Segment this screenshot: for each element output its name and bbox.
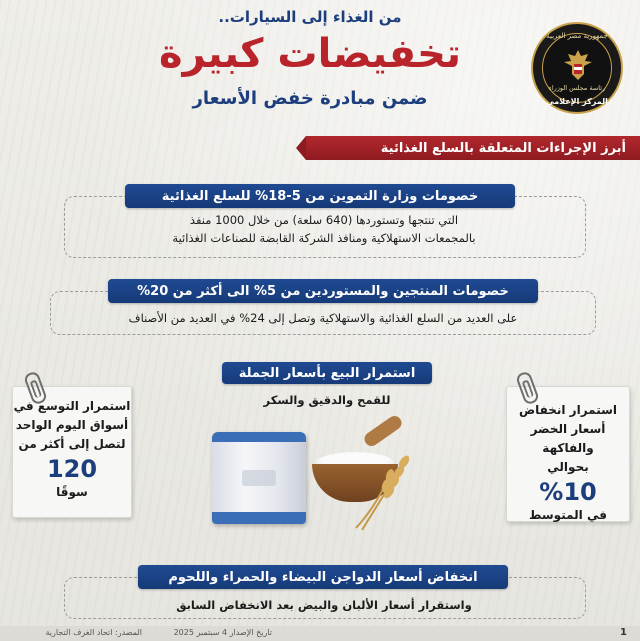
logo-ring-text: رئاسة مجلس الوزراء [548, 84, 606, 92]
item-1-heading: خصومات وزارة التموين من 5-18% للسلع الغذائية [125, 184, 515, 208]
flour-bag-image [212, 432, 306, 524]
produce-prices-card [506, 386, 630, 522]
market-unit: سوقًا [56, 485, 88, 499]
item-4-text-line-1: واستقرار أسعار الألبان والبيض بعد الانخفاض السابق [176, 598, 472, 612]
section-ribbon [306, 136, 640, 160]
item-1-text-line-1: التي تنتجها وتستوردها (640 سلعة) من خلال 1000 منفذ [189, 213, 459, 227]
section-ribbon-label: أبرز الإجراءات المتعلقة بالسلع الغذائية [380, 140, 626, 156]
footer-source: المصدر: اتحاد الغرف التجارية [45, 628, 142, 637]
produce-line-3: بحوالي [547, 460, 589, 474]
pre-title: من الغذاء إلى السيارات.. [218, 8, 402, 26]
page-subtitle: ضمن مبادرة خفض الأسعار [192, 88, 428, 109]
item-4-heading: انخفاض أسعار الدواجن البيضاء والحمراء واللحوم [138, 565, 508, 589]
market-expansion-card [12, 386, 132, 518]
item-1-text-line-2: بالمجمعات الاستهلاكية ومنافذ الشركة القابضة للصناعات الغذائية [172, 231, 476, 245]
produce-percent: %10 [539, 478, 597, 506]
item-3-text-line-1: للقمح والدقيق والسكر [263, 393, 391, 407]
produce-unit: في المتوسط [529, 508, 607, 522]
page-title: تخفيضات كبيرة [159, 31, 461, 77]
item-2-text-line-1: على العديد من السلع الغذائية والاستهلاكية وتصل إلى 24% في العديد من الأصناف [128, 311, 518, 325]
produce-line-2: أسعار الخضر والفاكهة [530, 422, 606, 455]
market-line-1: استمرار التوسع في [13, 399, 131, 413]
item-3-heading: استمرار البيع بأسعار الجملة [222, 362, 432, 384]
logo-bottom-text: المركز الإعلامي [546, 97, 608, 106]
footer-date: تاريخ الإصدار 4 سبتمبر 2025 [173, 628, 272, 637]
footer-page-number: 1 [620, 627, 627, 638]
item-2-heading: خصومات المنتجين والمستوردين من 5% الى أكثر من 20% [108, 279, 538, 303]
market-line-3: لتصل إلى أكثر من [18, 437, 126, 451]
market-count: 120 [46, 455, 98, 483]
wheat-icon [352, 448, 422, 532]
logo-top-text: جمهورية مصر العربية [546, 32, 608, 40]
logo-eagle-icon [562, 48, 594, 82]
ribbon-tail [296, 136, 306, 160]
market-line-2: أسواق اليوم الواحد [15, 418, 129, 432]
produce-line-1: استمرار انخفاض [518, 403, 618, 417]
media-center-logo [531, 22, 623, 114]
